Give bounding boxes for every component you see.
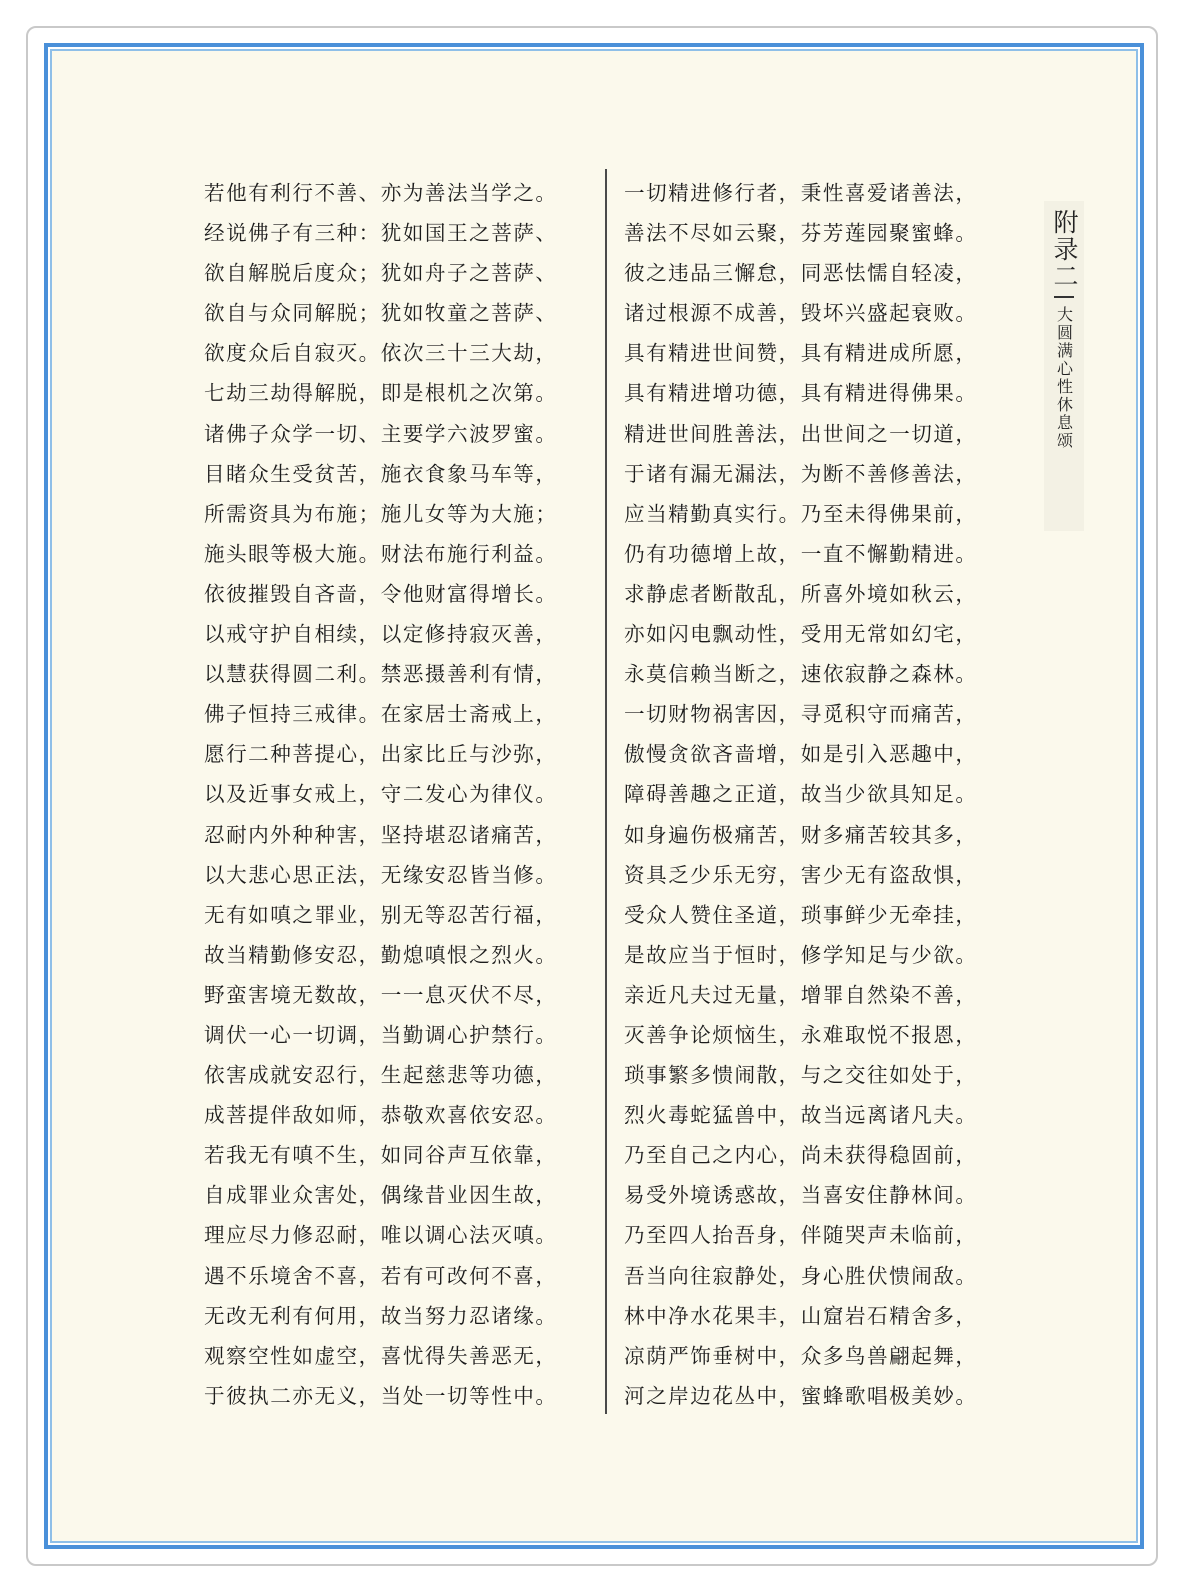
appendix-subtitle: 大圆满心性休息颂 (1054, 306, 1074, 450)
page-body (50, 49, 1138, 1543)
verse-line: 亲近凡夫过无量，增罪自然染不善， (624, 982, 978, 1007)
verse-line: 以大悲心思正法，无缘安忍皆当修。 (204, 862, 558, 887)
verse-line: 彼之违品三懈怠，同恶怯懦自轻凌， (624, 261, 978, 286)
verse-line: 诸过根源不成善，毁坏兴盛起衰败。 (624, 301, 978, 326)
verse-line: 永莫信赖当断之，速依寂静之森林。 (624, 662, 978, 687)
verse-line: 凉荫严饰垂树中，众多鸟兽翩起舞， (624, 1343, 978, 1368)
verse-line: 若他有利行不善、亦为善法当学之。 (204, 181, 558, 205)
right-text-column (624, 173, 984, 1416)
verse-line: 具有精进增功德，具有精进得佛果。 (624, 381, 978, 406)
verse-line: 以及近事女戒上，守二发心为律仪。 (204, 782, 558, 807)
verse-line: 求静虑者断散乱，所喜外境如秋云， (624, 581, 978, 606)
verse-line: 于诸有漏无漏法，为断不善修善法， (624, 461, 978, 486)
verse-line: 目睹众生受贫苦，施衣食象马车等， (204, 461, 558, 486)
verse-line: 若我无有嗔不生，如同谷声互依靠， (204, 1143, 558, 1168)
side-title-rule (1054, 296, 1074, 298)
verse-line: 乃至自己之内心，尚未获得稳固前， (624, 1143, 978, 1168)
verse-line: 傲慢贪欲吝啬增，如是引入恶趣中， (624, 742, 978, 767)
verse-line: 成菩提伴敌如师，恭敬欢喜依安忍。 (204, 1103, 558, 1128)
verse-line: 以慧获得圆二利。禁恶摄善利有情， (204, 662, 558, 687)
verse-line: 调伏一心一切调，当勤调心护禁行。 (204, 1022, 558, 1047)
verse-line: 所需资具为布施；施儿女等为大施； (204, 501, 558, 526)
verse-line: 善法不尽如云聚，芬芳莲园聚蜜蜂。 (624, 221, 978, 246)
verse-line: 受众人赞住圣道，琐事鲜少无牵挂， (624, 902, 978, 927)
verse-line: 无改无利有何用，故当努力忍诸缘。 (204, 1303, 558, 1328)
verse-line: 是故应当于恒时，修学知足与少欲。 (624, 942, 978, 967)
verse-line: 资具乏少乐无穷，害少无有盗敌惧， (624, 862, 978, 887)
column-divider (605, 169, 607, 1414)
verse-line: 理应尽力修忍耐，唯以调心法灭嗔。 (204, 1223, 558, 1248)
verse-line: 林中净水花果丰，山窟岩石精舍多， (624, 1303, 978, 1328)
verse-line: 忍耐内外种种害，坚持堪忍诸痛苦， (204, 822, 558, 847)
verse-line: 吾当向往寂静处，身心胜伏愦闹敌。 (624, 1263, 978, 1288)
verse-line: 佛子恒持三戒律。在家居士斋戒上， (204, 702, 558, 727)
verse-line: 愿行二种菩提心，出家比丘与沙弥， (204, 742, 558, 767)
verse-line: 障碍善趣之正道，故当少欲具知足。 (624, 782, 978, 807)
verse-line: 观察空性如虚空，喜忧得失善恶无， (204, 1343, 558, 1368)
verse-line: 无有如嗔之罪业，别无等忍苦行福， (204, 902, 558, 927)
verse-line: 经说佛子有三种：犹如国王之菩萨、 (204, 221, 558, 246)
verse-line: 琐事繁多愦闹散，与之交往如处于， (624, 1063, 978, 1088)
verse-line: 以戒守护自相续，以定修持寂灭善， (204, 622, 558, 647)
verse-line: 依彼摧毁自吝啬，令他财富得增长。 (204, 581, 558, 606)
verse-line: 七劫三劫得解脱，即是根机之次第。 (204, 381, 558, 406)
verse-line: 河之岸边花丛中，蜜蜂歌唱极美妙。 (624, 1383, 978, 1408)
verse-line: 于彼执二亦无义，当处一切等性中。 (204, 1383, 558, 1408)
appendix-heading: 附录二 (1050, 209, 1079, 290)
side-title (1048, 209, 1080, 450)
verse-line: 仍有功德增上故，一直不懈勤精进。 (624, 541, 978, 566)
verse-line: 烈火毒蛇猛兽中，故当远离诸凡夫。 (624, 1103, 978, 1128)
verse-line: 野蛮害境无数故，一一息灭伏不尽， (204, 982, 558, 1007)
verse-line: 具有精进世间赞，具有精进成所愿， (624, 341, 978, 366)
verse-line: 遇不乐境舍不喜，若有可改何不喜， (204, 1263, 558, 1288)
verse-line: 自成罪业众害处，偶缘昔业因生故， (204, 1183, 558, 1208)
verse-line: 乃至四人抬吾身，伴随哭声未临前， (624, 1223, 978, 1248)
verse-line: 如身遍伤极痛苦，财多痛苦较其多， (624, 822, 978, 847)
verse-line: 应当精勤真实行。乃至未得佛果前， (624, 501, 978, 526)
verse-line: 欲度众后自寂灭。依次三十三大劫， (204, 341, 558, 366)
verse-line: 一切精进修行者，秉性喜爱诸善法， (624, 181, 978, 205)
verse-line: 欲自解脱后度众；犹如舟子之菩萨、 (204, 261, 558, 286)
verse-line: 精进世间胜善法，出世间之一切道， (624, 421, 978, 446)
verse-line: 故当精勤修安忍，勤熄嗔恨之烈火。 (204, 942, 558, 967)
verse-line: 一切财物祸害因，寻觅积守而痛苦， (624, 702, 978, 727)
verse-line: 诸佛子众学一切、主要学六波罗蜜。 (204, 421, 558, 446)
verse-line: 易受外境诱惑故，当喜安住静林间。 (624, 1183, 978, 1208)
page-frame (44, 43, 1144, 1549)
verse-line: 欲自与众同解脱；犹如牧童之菩萨、 (204, 301, 558, 326)
verse-line: 依害成就安忍行，生起慈悲等功德， (204, 1063, 558, 1088)
verse-line: 施头眼等极大施。财法布施行利益。 (204, 541, 558, 566)
left-text-column (204, 173, 564, 1416)
verse-line: 灭善争论烦恼生，永难取悦不报恩， (624, 1022, 978, 1047)
verse-line: 亦如闪电飘动性，受用无常如幻宅， (624, 622, 978, 647)
